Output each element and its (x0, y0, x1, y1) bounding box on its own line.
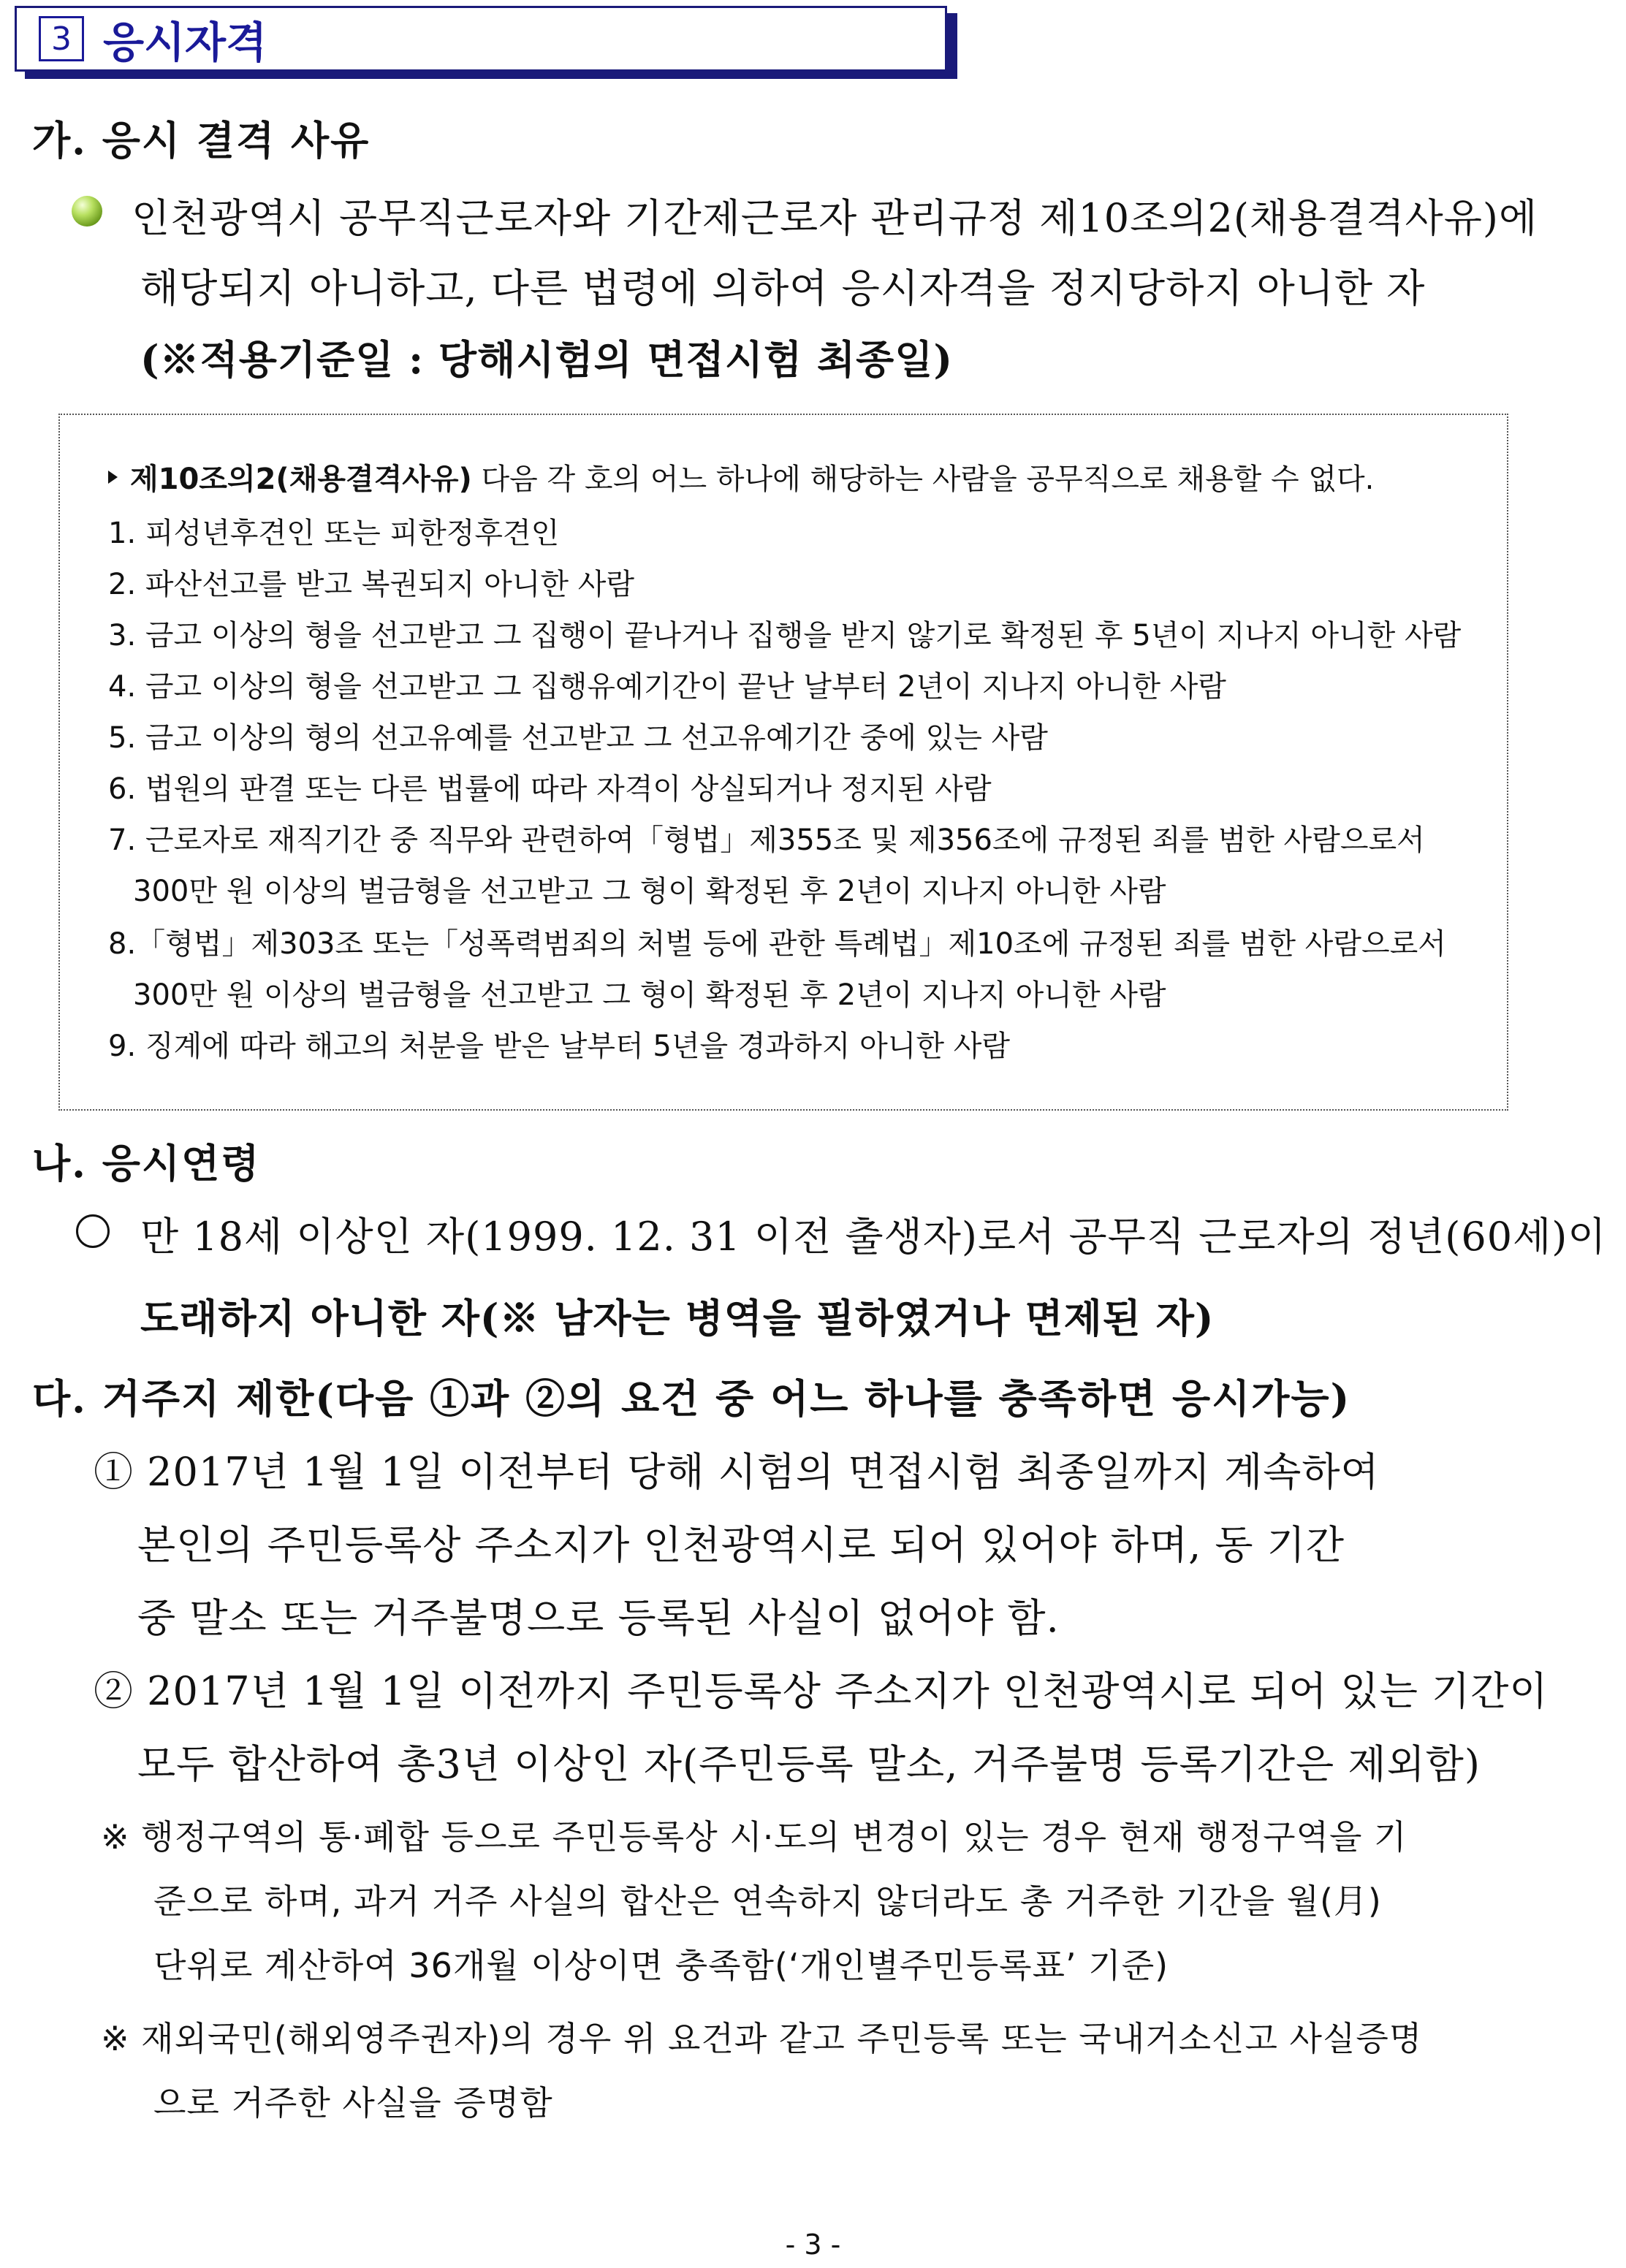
regulation-heading-bold: 제10조의2(채용결격사유) (130, 463, 472, 496)
disqualification-line-3: (※적용기준일 : 당해시험의 면접시험 최종일) (140, 336, 954, 383)
regulation-item: 5. 금고 이상의 형의 선고유예를 선고받고 그 선고유예기간 중에 있는 사람 (108, 721, 1048, 755)
heading-age: 나. 응시연령 (32, 1140, 261, 1187)
regulation-item: 3. 금고 이상의 형을 선고받고 그 집행이 끝나거나 집행을 받지 않기로 확정된 후 5년이 지나지 아니한 사람 (108, 619, 1462, 652)
residence-note1-line-2: 준으로 하며, 과거 거주 사실의 합산은 연속하지 않더라도 총 거주한 기간을 월(月) (153, 1881, 1382, 1921)
residence-item1-line-1: ① 2017년 1월 1일 이전부터 당해 시험의 면접시험 최종일까지 계속하여 (94, 1449, 1380, 1495)
residence-item2-line-1: ② 2017년 1월 1일 이전까지 주민등록상 주소지가 인천광역시로 되어 있는 기간이 (94, 1668, 1549, 1714)
page-number: - 3 - (785, 2229, 841, 2261)
section-title: 응시자격 (103, 18, 267, 67)
residence-note1-line-1: ※ 행정구역의 통·폐합 등으로 주민등록상 시·도의 변경이 있는 경우 현재 행정구역을 기 (101, 1817, 1407, 1857)
regulation-item-cont: 300만 원 이상의 벌금형을 선고받고 그 형이 확정된 후 2년이 지나지 아니한 사람 (133, 978, 1166, 1012)
heading-residence: 다. 거주지 제한(다음 ①과 ②의 요건 중 어느 하나를 충족하면 응시가능) (32, 1375, 1351, 1422)
residence-note1-line-3: 단위로 계산하여 36개월 이상이면 충족함(‘개인별주민등록표’ 기준) (153, 1946, 1169, 1985)
circle-bullet-icon (76, 1214, 110, 1248)
triangle-bullet-icon (108, 471, 118, 484)
regulation-heading-rest: 다음 각 호의 어느 하나에 해당하는 사람을 공무직으로 채용할 수 없다. (471, 463, 1375, 496)
residence-item1-line-3: 중 말소 또는 거주불명으로 등록된 사실이 없어야 함. (137, 1595, 1060, 1641)
section-title-box (15, 6, 947, 72)
regulation-item: 2. 파산선고를 받고 복권되지 아니한 사람 (108, 568, 634, 601)
regulation-item: 4. 금고 이상의 형을 선고받고 그 집행유예기간이 끝난 날부터 2년이 지나지 아니한 사람 (108, 670, 1226, 704)
residence-item1-line-2: 본인의 주민등록상 주소지가 인천광역시로 되어 있어야 하며, 동 기간 (137, 1522, 1345, 1568)
age-line-2: 도래하지 아니한 자(※ 남자는 병역을 필하였거나 면제된 자) (140, 1295, 1215, 1342)
heading-disqualification: 가. 응시 결격 사유 (32, 117, 371, 164)
residence-note2-line-1: ※ 재외국민(해외영주권자)의 경우 위 요건과 같고 주민등록 또는 국내거소신고 사실증명 (101, 2019, 1423, 2058)
disqualification-line-2: 해당되지 아니하고, 다른 법령에 의하여 응시자격을 정지당하지 아니한 자 (140, 265, 1426, 311)
residence-note2-line-2: 으로 거주한 사실을 증명함 (153, 2083, 553, 2123)
residence-item2-line-2: 모두 합산하여 총3년 이상인 자(주민등록 말소, 거주불명 등록기간은 제외함) (137, 1741, 1481, 1787)
age-line-1: 만 18세 이상인 자(1999. 12. 31 이전 출생자)로서 공무직 근로자의 정년(60세)이 (140, 1214, 1607, 1260)
regulation-item-cont: 300만 원 이상의 벌금형을 선고받고 그 형이 확정된 후 2년이 지나지 아니한 사람 (133, 875, 1166, 908)
regulation-item: 9. 징계에 따라 해고의 처분을 받은 날부터 5년을 경과하지 아니한 사람 (108, 1030, 1011, 1063)
regulation-item: 1. 피성년후견인 또는 피한정후견인 (108, 517, 560, 550)
regulation-item: 8.「형법」제303조 또는「성폭력범죄의 처벌 등에 관한 특례법」제10조에 규정된 죄를 범한 사람으로서 (108, 927, 1446, 961)
disqualification-line-1: 인천광역시 공무직근로자와 기간제근로자 관리규정 제10조의2(채용결격사유)에 (132, 195, 1538, 241)
regulation-box (58, 414, 1508, 1111)
regulation-heading (130, 456, 1374, 498)
section-number: 3 (39, 16, 84, 61)
regulation-item: 6. 법원의 판결 또는 다른 법률에 따라 자격이 상실되거나 정지된 사람 (108, 772, 992, 806)
green-bullet-icon (72, 196, 102, 227)
regulation-item: 7. 근로자로 재직기간 중 직무와 관련하여「형법」제355조 및 제356조에 규정된 죄를 범한 사람으로서 (108, 823, 1425, 857)
